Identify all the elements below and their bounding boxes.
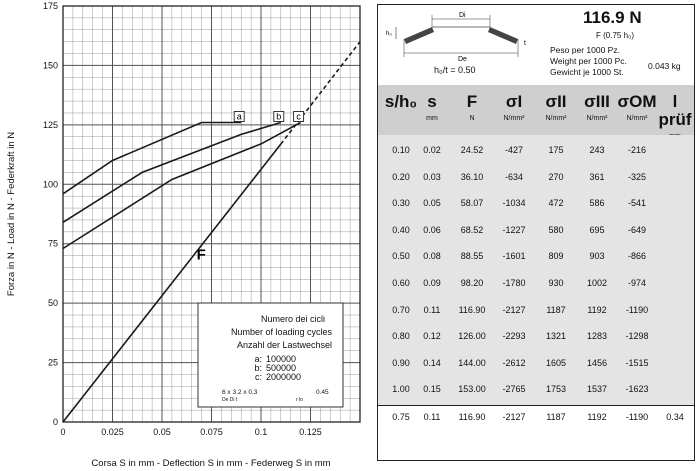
cell-f: 116.90 — [458, 304, 486, 315]
cell-s: 0.05 — [423, 198, 441, 209]
cell-f: 144.00 — [458, 357, 486, 368]
table-row — [378, 225, 694, 241]
legend-cycle-c-key: c: — [254, 372, 262, 382]
cell-s-ho: 0.60 — [392, 278, 410, 288]
cell-sigma-iii: 1192 — [587, 304, 607, 315]
summary-cell-sigma-om: -1190 — [625, 412, 649, 422]
x-tick-label: 0.05 — [153, 427, 171, 437]
cell-sigma-ii: 472 — [548, 198, 564, 209]
summary-cell-f: 116.90 — [458, 412, 486, 422]
summary-cell-s-ho: 0.75 — [392, 412, 410, 422]
series-label-a: a — [236, 111, 242, 122]
cell-sigma-i: -634 — [504, 171, 523, 182]
label-de: De — [458, 56, 467, 63]
cell-sigma-i: -2765 — [502, 384, 526, 395]
summary-cell-sigma-ii: 1187 — [546, 412, 566, 422]
cell-sigma-iii: 695 — [589, 224, 605, 235]
legend-cycle-c-value: 2000000 — [266, 372, 302, 382]
cell-sigma-iii: 903 — [589, 251, 605, 262]
cell-f: 153.00 — [458, 384, 486, 395]
series-label-f: F — [196, 246, 206, 264]
cell-s-ho: 0.10 — [392, 145, 410, 155]
weight-label-en: Weight per 1000 Pc. — [550, 56, 627, 66]
series-label-c: c — [296, 111, 301, 122]
x-tick-label: 0.125 — [299, 427, 322, 437]
load-title: 116.9 N — [583, 8, 642, 27]
label-di: Di — [459, 12, 466, 19]
cell-sigma-i: -1780 — [502, 278, 526, 288]
cell-sigma-om: -866 — [627, 251, 646, 262]
summary-cell-l-pruef: 0.34 — [666, 412, 684, 422]
cell-f: 68.52 — [460, 224, 484, 235]
col-header-l-pruef: l prüf — [658, 92, 692, 129]
legend-line-en: Number of loading cycles — [230, 327, 332, 337]
cell-s-ho: 0.30 — [392, 198, 410, 209]
legend-cycle-a-key: a: — [254, 354, 262, 364]
col-header-sigma-i: σI N/mm² — [503, 92, 525, 122]
cell-sigma-iii: 586 — [589, 198, 605, 209]
x-tick-label: 0.1 — [254, 427, 268, 437]
cell-s: 0.15 — [423, 384, 441, 395]
cell-s: 0.08 — [423, 251, 441, 262]
table-row — [378, 251, 694, 267]
cell-sigma-ii: 809 — [548, 251, 564, 262]
cell-sigma-i: -1601 — [502, 251, 526, 262]
legend-line-it: Numero dei cicli — [260, 314, 325, 324]
cell-s: 0.03 — [423, 171, 441, 182]
col-header-s-ho: s/h₀ — [384, 92, 418, 111]
weight-value: 0.043 kg — [648, 61, 681, 71]
cell-sigma-om: -1298 — [625, 331, 649, 342]
cell-sigma-om: -1515 — [625, 357, 649, 368]
cell-s-ho: 0.40 — [392, 224, 410, 235]
cell-s: 0.02 — [423, 145, 441, 155]
cell-s: 0.12 — [423, 331, 441, 342]
cell-sigma-i: -1227 — [502, 224, 526, 235]
cell-sigma-iii: 1002 — [586, 278, 608, 288]
summary-cell-sigma-iii: 1192 — [587, 412, 607, 422]
y-tick-label: 125 — [42, 119, 58, 130]
cell-s-ho: 0.20 — [392, 171, 410, 182]
spec-panel — [377, 4, 695, 461]
cell-sigma-ii: 1753 — [545, 384, 567, 395]
cell-sigma-ii: 1321 — [545, 331, 567, 342]
cell-sigma-om: -649 — [627, 224, 646, 235]
col-header-sigma-iii: σIII N/mm² — [584, 92, 610, 122]
cell-sigma-i: -2293 — [502, 331, 526, 342]
summary-cell-s: 0.11 — [423, 412, 441, 422]
cell-sigma-i: -2127 — [502, 304, 526, 315]
table-row — [378, 358, 694, 374]
x-axis-title: Corsa S in mm - Deflection S in mm - Federweg S in mm — [91, 458, 331, 469]
cell-s-ho: 0.90 — [392, 357, 410, 368]
y-tick-label: 100 — [42, 179, 58, 190]
cell-s: 0.09 — [423, 278, 441, 288]
y-tick-label: 150 — [42, 60, 58, 71]
table-row — [378, 305, 694, 321]
cell-sigma-i: -1034 — [502, 198, 526, 209]
y-tick-label: 50 — [47, 298, 58, 309]
cell-sigma-ii: 580 — [548, 224, 564, 235]
summary-row — [378, 405, 694, 432]
y-tick-label: 0 — [52, 417, 58, 427]
cell-sigma-ii: 270 — [548, 171, 564, 182]
weight-label-de: Gewicht je 1000 St. — [550, 67, 624, 77]
spring-left-section — [404, 27, 434, 44]
cell-f: 58.07 — [460, 198, 484, 209]
col-header-sigma-om: σOM N/mm² — [617, 92, 657, 122]
spring-spec-box — [378, 5, 694, 86]
cell-sigma-om: -1190 — [625, 304, 649, 315]
load-subtitle: F (0.75 h₀) — [596, 31, 634, 40]
table-row — [378, 145, 694, 161]
table-body — [378, 135, 694, 411]
legend-ratio: 0.45 — [316, 389, 329, 396]
table-header — [378, 85, 694, 136]
cell-s-ho: 1.00 — [392, 384, 410, 395]
cell-sigma-ii: 930 — [548, 278, 564, 288]
cell-sigma-i: -427 — [504, 145, 523, 155]
table-row — [378, 384, 694, 400]
y-tick-label: 75 — [47, 238, 58, 249]
cell-sigma-om: -216 — [627, 145, 646, 155]
cell-sigma-i: -2612 — [502, 357, 526, 368]
cell-s-ho: 0.50 — [392, 251, 410, 262]
cell-s: 0.06 — [423, 224, 441, 235]
cell-sigma-ii: 175 — [548, 145, 564, 155]
col-header-sigma-ii: σII N/mm² — [545, 92, 567, 122]
legend-dims-sub: De Di t — [222, 397, 238, 403]
y-tick-label: 25 — [47, 357, 58, 368]
table-row — [378, 331, 694, 347]
legend-line-de: Anzahl der Lastwechsel — [236, 340, 332, 350]
ho-t-ratio: h₀/t = 0.50 — [434, 65, 476, 75]
disc-spring-drawing — [378, 5, 578, 85]
cell-sigma-om: -1623 — [625, 384, 649, 395]
cell-sigma-om: -974 — [627, 278, 646, 288]
cell-f: 88.55 — [460, 251, 484, 262]
col-header-s: s mm — [426, 92, 438, 122]
cell-f: 36.10 — [460, 171, 484, 182]
cell-sigma-iii: 361 — [589, 171, 605, 182]
legend-cycle-a-value: 100000 — [266, 354, 297, 364]
cell-sigma-ii: 1605 — [545, 357, 567, 368]
x-tick-label: 0.075 — [200, 427, 223, 437]
weight-label-it: Peso per 1000 Pz. — [550, 45, 620, 55]
x-tick-label: 0.025 — [101, 427, 124, 437]
series-label-b: b — [276, 111, 282, 122]
cell-f: 98.20 — [460, 278, 484, 288]
cell-f: 24.52 — [460, 145, 484, 155]
cell-s: 0.14 — [423, 357, 441, 368]
y-tick-label: 175 — [42, 1, 58, 11]
legend-ratio-sub: r lo — [296, 397, 303, 403]
cell-sigma-iii: 1456 — [586, 357, 608, 368]
table-row — [378, 172, 694, 188]
spring-right-section — [488, 27, 518, 44]
cell-s-ho: 0.70 — [392, 304, 410, 315]
cell-sigma-iii: 1537 — [586, 384, 608, 395]
x-tick-label: 0 — [60, 427, 66, 437]
summary-cell-sigma-i: -2127 — [502, 412, 526, 422]
label-ho: h₀ — [386, 31, 392, 37]
table-row — [378, 198, 694, 214]
cell-sigma-om: -325 — [627, 171, 646, 182]
cell-f: 126.00 — [458, 331, 486, 342]
cell-sigma-ii: 1187 — [546, 304, 566, 315]
table-row — [378, 278, 694, 294]
cell-sigma-iii: 1283 — [586, 331, 608, 342]
cell-s: 0.11 — [423, 304, 441, 315]
y-axis-title: Forza in N - Load in N - Federkraft in N — [6, 131, 17, 297]
legend-cycle-b-value: 500000 — [266, 363, 297, 373]
cell-s-ho: 0.80 — [392, 331, 410, 342]
cell-sigma-iii: 243 — [589, 145, 605, 155]
col-header-f: F N — [466, 92, 478, 122]
cell-sigma-om: -541 — [627, 198, 646, 209]
legend — [198, 303, 343, 407]
legend-dims: 6 x 3.2 x 0.3 — [222, 389, 258, 396]
legend-cycle-b-key: b: — [254, 363, 262, 373]
label-t: t — [524, 40, 526, 47]
